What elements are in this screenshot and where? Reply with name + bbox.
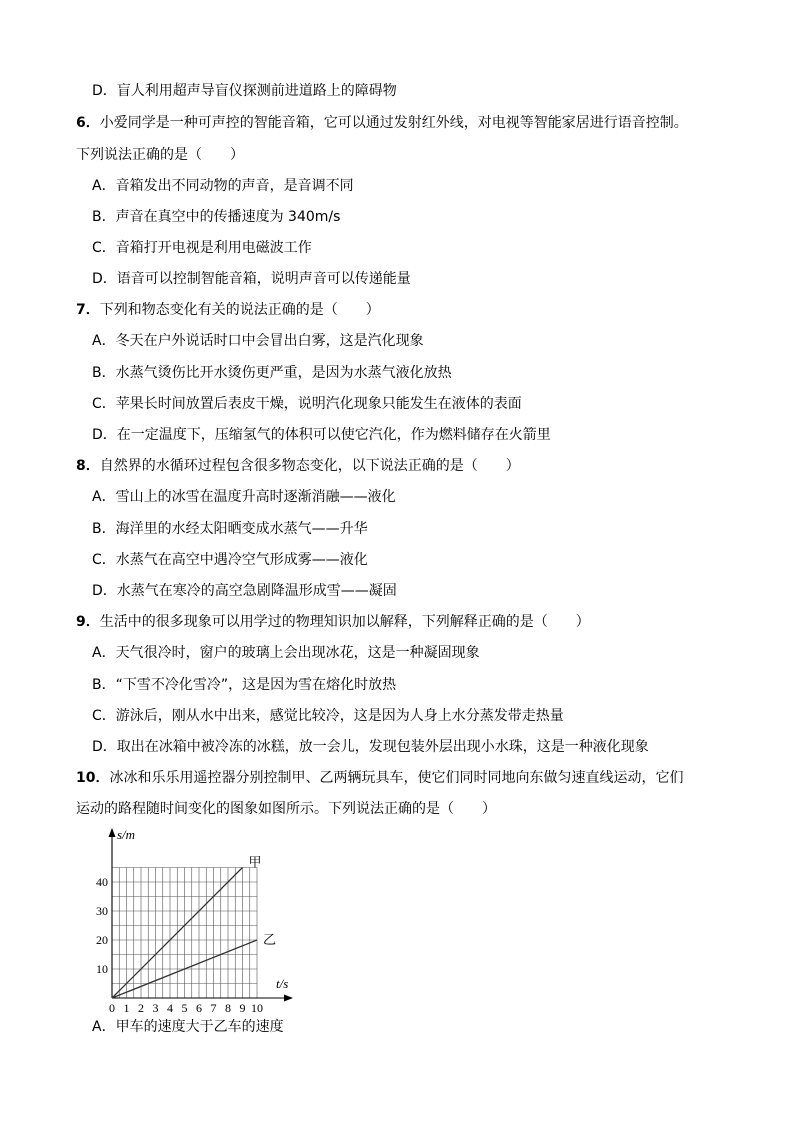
- q10-stem-line1: [76, 769, 683, 787]
- q5-option-d: D．盲人利用超声导盲仪探测前进道路上的障碍物: [92, 83, 397, 99]
- series-label-yi: 乙: [263, 932, 277, 947]
- q7-stem-line1: [76, 301, 380, 319]
- y-tick-label: 10: [96, 962, 108, 976]
- q8-stem-line1: [76, 457, 520, 475]
- x-tick-label: 5: [181, 1001, 188, 1015]
- x-tick-label: 0: [109, 1001, 115, 1015]
- q9-option-c: C．游泳后，刚从水中出来，感觉比较冷，这是因为人身上水分蒸发带走热量: [92, 708, 564, 724]
- q10-number: 10．: [76, 770, 110, 786]
- x-axis-label: t/s: [276, 976, 289, 991]
- q6-option-c: C．音箱打开电视是利用电磁波工作: [92, 240, 312, 256]
- q6-number: 6．: [76, 115, 100, 131]
- y-tick-label: 40: [96, 875, 108, 889]
- q6-option-a: A．音箱发出不同动物的声音，是音调不同: [92, 178, 354, 194]
- q6-option-d: D．语音可以控制智能音箱，说明声音可以传递能量: [92, 271, 411, 287]
- q9-stem-line1: [76, 613, 590, 631]
- y-tick-label: 30: [96, 904, 108, 918]
- x-tick-label: 2: [138, 1001, 144, 1015]
- x-tick-label: 4: [167, 1001, 173, 1015]
- q10-option-a: A．甲车的速度大于乙车的速度: [92, 1019, 284, 1035]
- q8-option-d: D．水蒸气在寒冷的高空急剧降温形成雪——凝固: [92, 583, 397, 599]
- q7-stem-text: 下列和物态变化有关的说法正确的是（ ）: [99, 302, 380, 318]
- x-tick-label: 9: [239, 1001, 246, 1015]
- q6-option-b: B．声音在真空中的传播速度为 340m/s: [92, 209, 341, 225]
- q9-number: 9．: [76, 614, 100, 630]
- x-tick-label: 3: [152, 1001, 159, 1015]
- y-axis-arrow-icon: [109, 828, 116, 837]
- q8-number: 8．: [76, 458, 100, 474]
- x-tick-label: 1: [123, 1001, 130, 1015]
- q8-option-c: C．水蒸气在高空中遇冷空气形成雾——液化: [92, 552, 368, 568]
- y-tick-label: 20: [96, 933, 108, 947]
- x-tick-label: 8: [225, 1001, 231, 1015]
- x-tick-label: 7: [210, 1001, 217, 1015]
- q9-option-b: B．“下雪不冷化雪冷”，这是因为雪在熔化时放热: [92, 677, 397, 693]
- y-axis-label: s/m: [117, 827, 136, 842]
- q6-stem-text: 小爱同学是一种可声控的智能音箱，它可以通过发射红外线，对电视等智能家居进行语音控制。: [99, 115, 688, 131]
- q9-stem-text: 生活中的很多现象可以用学过的物理知识加以解释，下列解释正确的是（ ）: [99, 614, 590, 630]
- q6-stem-line1: [76, 114, 688, 132]
- q9-option-d: D．取出在冰箱中被冷冻的冰糕，放一会儿，发现包装外层出现小水珠，这是一种液化现象: [92, 739, 649, 755]
- q8-option-b: B．海洋里的水经太阳晒变成水蒸气——升华: [92, 521, 368, 537]
- q7-option-a: A．冬天在户外说话时口中会冒出白雾，这是汽化现象: [92, 333, 424, 349]
- x-axis-arrow-icon: [284, 995, 293, 1002]
- q10-stem-line2: 运动的路程随时间变化的图象如图所示。下列说法正确的是（ ）: [76, 801, 496, 817]
- x-tick-label: 10: [251, 1001, 263, 1015]
- q8-stem-text: 自然界的水循环过程包含很多物态变化，以下说法正确的是（ ）: [99, 458, 520, 474]
- s-t-graph: [90, 825, 310, 1015]
- q7-option-c: C．苹果长时间放置后表皮干燥，说明汽化现象只能发生在液体的表面: [92, 396, 522, 412]
- q9-option-a: A．天气很冷时，窗户的玻璃上会出现冰花，这是一种凝固现象: [92, 645, 480, 661]
- x-tick-label: 6: [196, 1001, 202, 1015]
- q8-option-a: A．雪山上的冰雪在温度升高时逐渐消融——液化: [92, 489, 396, 505]
- q10-stem-text: 冰冰和乐乐用遥控器分别控制甲、乙两辆玩具车，使它们同时同地向东做匀速直线运动，它们: [109, 770, 684, 786]
- q6-stem-line2: 下列说法正确的是（ ）: [76, 147, 244, 163]
- series-label-jia: 甲: [248, 854, 262, 870]
- q7-number: 7．: [76, 302, 100, 318]
- q7-option-b: B．水蒸气烫伤比开水烫伤更严重，是因为水蒸气液化放热: [92, 365, 452, 381]
- q7-option-d: D．在一定温度下，压缩氢气的体积可以使它汽化，作为燃料储存在火箭里: [92, 427, 551, 443]
